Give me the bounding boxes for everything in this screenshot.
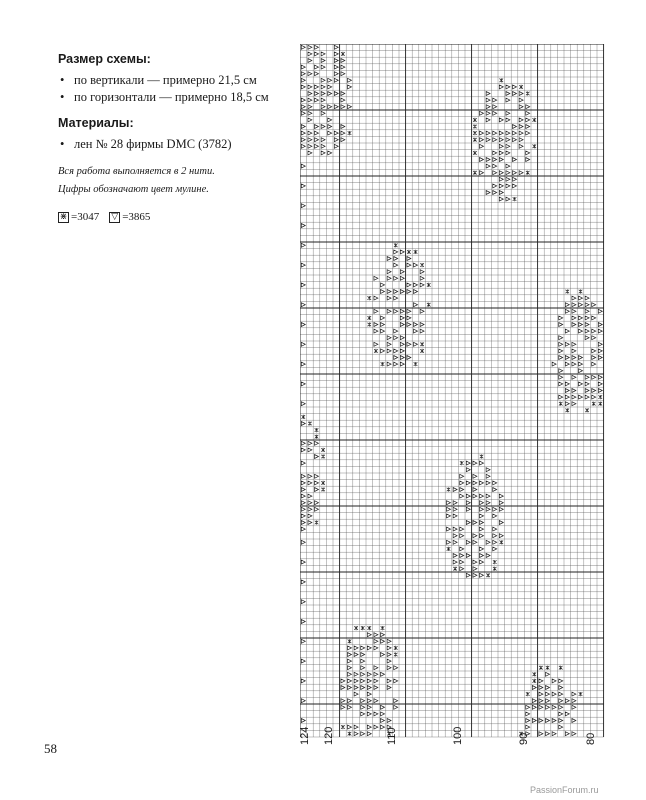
page-number: 58 <box>44 741 57 756</box>
axis-label-124: 124 <box>299 726 311 745</box>
size-horizontal: • по горизонтали — примерно 18,5 см <box>58 89 288 106</box>
colors-note: Цифры обозначают цвет мулине. <box>58 184 209 195</box>
axis-label-90: 90 <box>518 732 530 745</box>
axis-label-100: 100 <box>452 726 464 745</box>
axis-label-80: 80 <box>585 732 597 745</box>
size-vertical: • по вертикали — примерно 21,5 см <box>58 72 288 89</box>
size-heading: Размер схемы: <box>58 52 151 66</box>
legend-3047: =3047 <box>71 211 100 223</box>
material-item: • лен № 28 фирмы DMC (3782) <box>58 136 288 153</box>
materials-list <box>58 136 288 153</box>
left-column <box>58 52 288 223</box>
threads-note: Вся работа выполняется в 2 нити. <box>58 166 215 177</box>
axis-label-110: 110 <box>386 727 398 745</box>
materials-heading: Материалы: <box>58 116 134 130</box>
size-list <box>58 72 288 106</box>
cross-stitch-chart <box>300 44 610 744</box>
cross-symbol-icon: ⋇ <box>59 211 68 222</box>
watermark: PassionForum.ru <box>530 785 599 795</box>
legend <box>58 211 288 223</box>
triangle-symbol-icon: ▽ <box>109 212 120 223</box>
axis-label-120: 120 <box>323 726 335 745</box>
legend-3865: =3865 <box>122 211 151 223</box>
grid-lines <box>300 44 604 737</box>
